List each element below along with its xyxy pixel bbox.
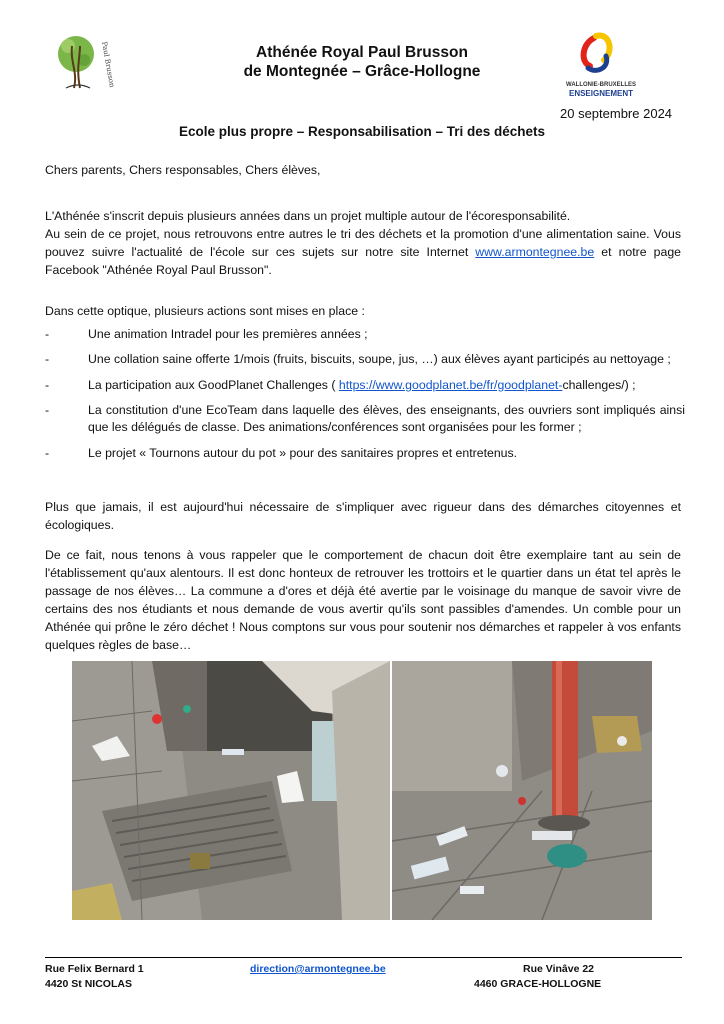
list-item-text: La constitution d'une EcoTeam dans laquelle des élèves, des enseignants, des ouvriers sont impliqués ainsi que les délégués de classe. Des animations/conférences sont organisées pour les former ;: [88, 403, 685, 434]
actions-intro: Dans cette optique, plusieurs actions sont mises en place :: [45, 304, 365, 318]
document-title: Ecole plus propre – Responsabilisation – Tri des déchets: [178, 124, 546, 139]
svg-text:Paul Brusson: Paul Brusson: [100, 40, 116, 89]
bullet-dash: -: [45, 378, 50, 392]
intro-body: [45, 225, 681, 279]
list-item-text: Une animation Intradel pour les premières années ;: [88, 327, 368, 341]
paragraph-jamais: Plus que jamais, il est aujourd'hui nécessaire de s'impliquer avec rigueur dans des démarches citoyennes et écologiques.: [45, 500, 681, 532]
wallonie-bruxelles-enseignement-logo: [560, 26, 642, 102]
svg-text:WALLONIE-BRUXELLES: WALLONIE-BRUXELLES: [566, 82, 636, 88]
bullet-dash: -: [45, 352, 50, 366]
footer-address-left-street: Rue Felix Bernard 1: [45, 963, 144, 975]
paragraph-ce-fait: De ce fait, nous tenons à vous rappeler que le comportement de chacun doit être exemplaire tant au sein de l'établissement qu'aux alentours. Il est donc honteux de retrouver les trottoirs et le quartier dans un état tel après le passage de nos élèves… La commune a d'ores et déjà été avertie par le voisinage du manque de savoir vivre de certains des nos étudiants et nous demande de vous avertir qu'ils sont passibles d'amendes. Un comble pour un Athénée qui prône le zéro déchet ! Nous comptons sur vous pour soutenir nos démarches et rappeler à vos enfants quelques règles de base…: [45, 548, 681, 652]
goodplanet-text-end: challenges/) ;: [562, 378, 636, 392]
bullet-dash: -: [45, 446, 50, 460]
intro-text-end: et notre page Facebook "Athénée Royal Paul Brusson".: [45, 245, 681, 277]
greeting: Chers parents, Chers responsables, Chers élèves,: [45, 163, 321, 177]
school-name-line2: de Montegnée – Grâce-Hollogne: [243, 63, 481, 80]
footer-email-link[interactable]: direction@armontegnee.be: [250, 963, 386, 975]
goodplanet-text: La participation aux GoodPlanet Challenges (: [88, 378, 339, 392]
school-logo: [50, 32, 116, 104]
footer-address-right-city: 4460 GRACE-HOLLOGNE: [474, 978, 602, 990]
litter-photo-shop-entrance: [72, 661, 390, 920]
svg-text:ENSEIGNEMENT: ENSEIGNEMENT: [568, 89, 634, 98]
website-link[interactable]: www.armontegnee.be: [475, 245, 595, 259]
bullet-dash: -: [45, 327, 50, 341]
footer-divider: [45, 957, 682, 958]
list-item-text: Une collation saine offerte 1/mois (fruits, biscuits, soupe, jus, …) aux élèves ayant participés au nettoyage ;: [88, 352, 671, 366]
bullet-dash: -: [45, 403, 50, 417]
goodplanet-link[interactable]: https://www.goodplanet.be/fr/goodplanet-: [338, 378, 563, 392]
footer-address-left-city: 4420 St NICOLAS: [45, 978, 132, 990]
list-item-text: Le projet « Tournons autour du pot » pour des sanitaires propres et entretenus.: [88, 446, 518, 460]
footer-address-right-street: Rue Vinâve 22: [523, 963, 595, 975]
list-item-text: [88, 377, 685, 394]
litter-photo-red-pole: [392, 661, 652, 920]
intro-paragraph: [45, 207, 681, 279]
school-name-line1: Athénée Royal Paul Brusson: [256, 44, 468, 61]
intro-line1: L'Athénée s'inscrit depuis plusieurs années dans un projet multiple autour de l'écoresponsabilité.: [45, 209, 571, 223]
document-date: 20 septembre 2024: [560, 106, 673, 121]
intro-text: Au sein de ce projet, nous retrouvons entre autres le tri des déchets et la promotion d'une alimentation saine. Vous pouvez suivre l'actualité de l'école sur ces sujets sur notre site Internet: [45, 227, 681, 259]
